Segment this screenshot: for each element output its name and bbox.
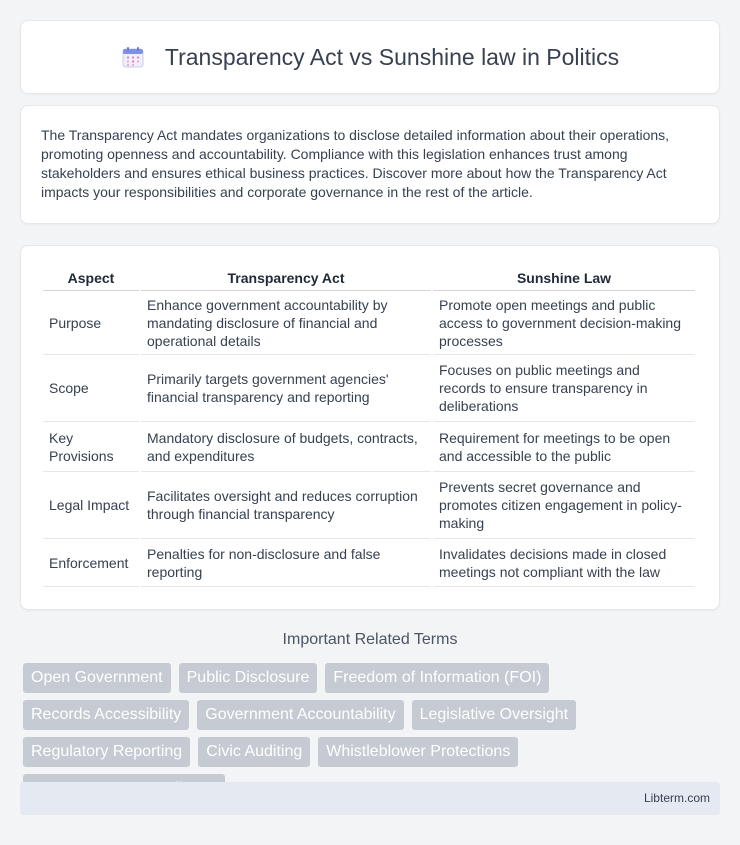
- table-row: [43, 539, 695, 587]
- aspect-cell: Legal Impact: [43, 472, 139, 539]
- sunshine-law-cell: Promote open meetings and public access to government decision-making processes: [433, 291, 695, 355]
- table-row: [43, 422, 695, 472]
- tag-whistleblower-protections[interactable]: Whistleblower Protections: [318, 737, 518, 767]
- related-terms-title: Important Related Terms: [282, 631, 458, 648]
- calendar-icon: [121, 45, 145, 69]
- tag-legislative-oversight[interactable]: Legislative Oversight: [412, 700, 577, 730]
- tag-records-accessibility[interactable]: Records Accessibility: [23, 700, 189, 730]
- aspect-cell: Purpose: [43, 291, 139, 355]
- aspect-cell: Key Provisions: [43, 422, 139, 472]
- transparency-act-cell: Penalties for non-disclosure and false reporting: [141, 539, 431, 587]
- header-aspect: Aspect: [43, 266, 139, 291]
- sunshine-law-cell: Requirement for meetings to be open and accessible to the public: [433, 422, 695, 472]
- table-header-row: [43, 266, 695, 291]
- page-title: Transparency Act vs Sunshine law in Politics: [164, 43, 620, 70]
- tag-civic-auditing[interactable]: Civic Auditing: [198, 737, 310, 767]
- header-card: [20, 20, 720, 94]
- intro-card: [20, 105, 720, 224]
- sunshine-law-cell: Prevents secret governance and promotes citizen engagement in policy-making: [433, 472, 695, 539]
- comparison-table: [41, 266, 697, 587]
- header-sunshine-law: Sunshine Law: [433, 266, 695, 291]
- tag-regulatory-reporting[interactable]: Regulatory Reporting: [23, 737, 190, 767]
- intro-text: The Transparency Act mandates organizations to disclose detailed information about their operations, promoting openness and accountability. Compliance with this legislation enhances trust among stakeholders and ensures ethical business practices. Discover more about how the Transparency Act impacts your responsibilities and corporate governance in the rest of the article.: [41, 127, 670, 200]
- sunshine-law-cell: Invalidates decisions made in closed meetings not compliant with the law: [433, 539, 695, 587]
- sunshine-law-cell: Focuses on public meetings and records to ensure transparency in deliberations: [433, 355, 695, 422]
- transparency-act-cell: Primarily targets government agencies' financial transparency and reporting: [141, 355, 431, 422]
- comparison-table-card: [20, 245, 720, 610]
- table-row: [43, 291, 695, 355]
- table-row: [43, 472, 695, 539]
- table-row: [43, 355, 695, 422]
- footer: [20, 782, 720, 815]
- aspect-cell: Scope: [43, 355, 139, 422]
- tag-freedom-of-information[interactable]: Freedom of Information (FOI): [325, 663, 549, 693]
- transparency-act-cell: Facilitates oversight and reduces corruption through financial transparency: [141, 472, 431, 539]
- aspect-cell: Enforcement: [43, 539, 139, 587]
- transparency-act-cell: Mandatory disclosure of budgets, contracts, and expenditures: [141, 422, 431, 472]
- footer-site-link[interactable]: Libterm.com: [643, 791, 710, 805]
- tag-open-government[interactable]: Open Government: [23, 663, 171, 693]
- tag-public-disclosure[interactable]: Public Disclosure: [179, 663, 318, 693]
- header-transparency-act: Transparency Act: [141, 266, 431, 291]
- transparency-act-cell: Enhance government accountability by mandating disclosure of financial and operational details: [141, 291, 431, 355]
- tag-government-accountability[interactable]: Government Accountability: [197, 700, 403, 730]
